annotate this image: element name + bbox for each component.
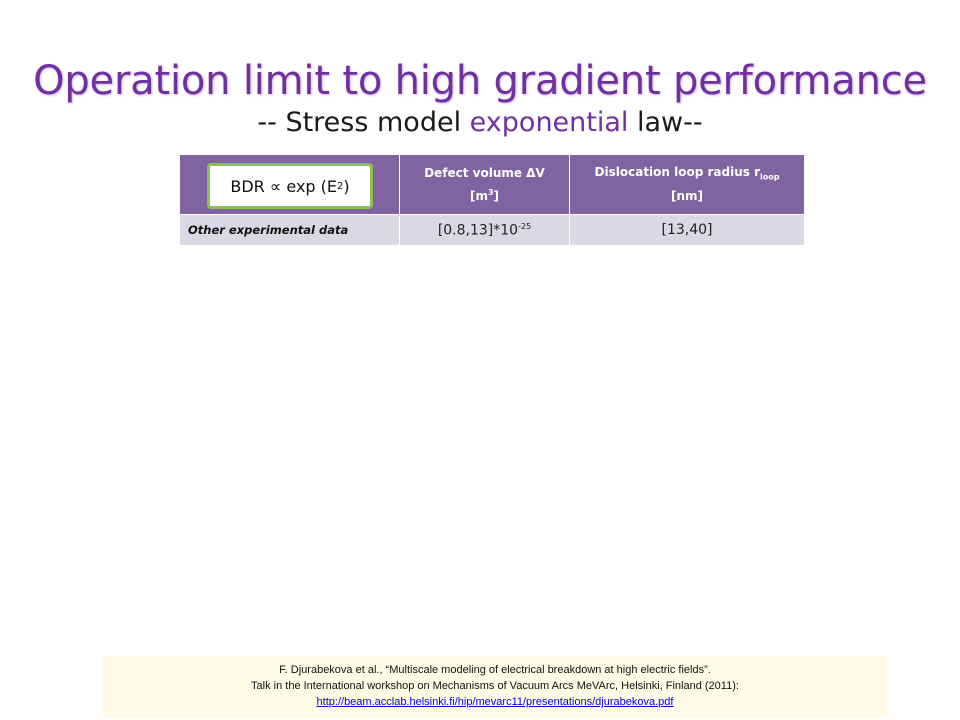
loop-radius-value: [13,40]	[570, 215, 805, 246]
volume-unit-exponent: 3	[487, 187, 494, 197]
row-label: Other experimental data	[180, 215, 400, 246]
subtitle-accent: exponential	[469, 107, 629, 138]
header-defect-volume-label: Defect volume	[424, 165, 527, 180]
loop-subscript: loop	[760, 172, 780, 182]
slide-title: Operation limit to high gradient performance	[33, 58, 927, 104]
formula-exponent: 2	[337, 180, 344, 192]
header-dislocation-label: Dislocation loop radius r	[594, 165, 760, 180]
header-defect-volume	[400, 155, 570, 215]
defect-volume-value	[400, 215, 570, 246]
citation-box	[103, 656, 887, 718]
citation-line-2: Talk in the International workshop on Mechanisms of Vacuum Arcs MeVArc, Helsinki, Finland (2011):	[251, 680, 739, 692]
header-dislocation-radius	[570, 155, 805, 215]
formula-base: BDR ∝ exp (E	[230, 176, 337, 196]
slide-subtitle	[0, 107, 960, 138]
volume-unit-close: ]	[493, 188, 500, 203]
subtitle-prefix: -- Stress model	[257, 107, 470, 138]
formula-close: )	[343, 176, 350, 196]
citation-link[interactable]: http://beam.acclab.helsinki.fi/hip/mevarc11/presentations/djurabekova.pdf	[316, 696, 674, 708]
table-row	[180, 215, 805, 246]
radius-unit: [nm]	[670, 188, 703, 203]
subtitle-suffix: law--	[628, 107, 703, 138]
volume-value-exponent: -25	[518, 221, 532, 231]
volume-value-base: [0.8,13]*10	[437, 222, 519, 239]
volume-unit-open: [m	[469, 188, 488, 203]
formula-box	[207, 163, 373, 209]
citation-line-1: F. Djurabekova et al., “Multiscale modeling of electrical breakdown at high electric fields”.	[279, 664, 711, 676]
delta-v-symbol: ΔV	[526, 165, 545, 180]
